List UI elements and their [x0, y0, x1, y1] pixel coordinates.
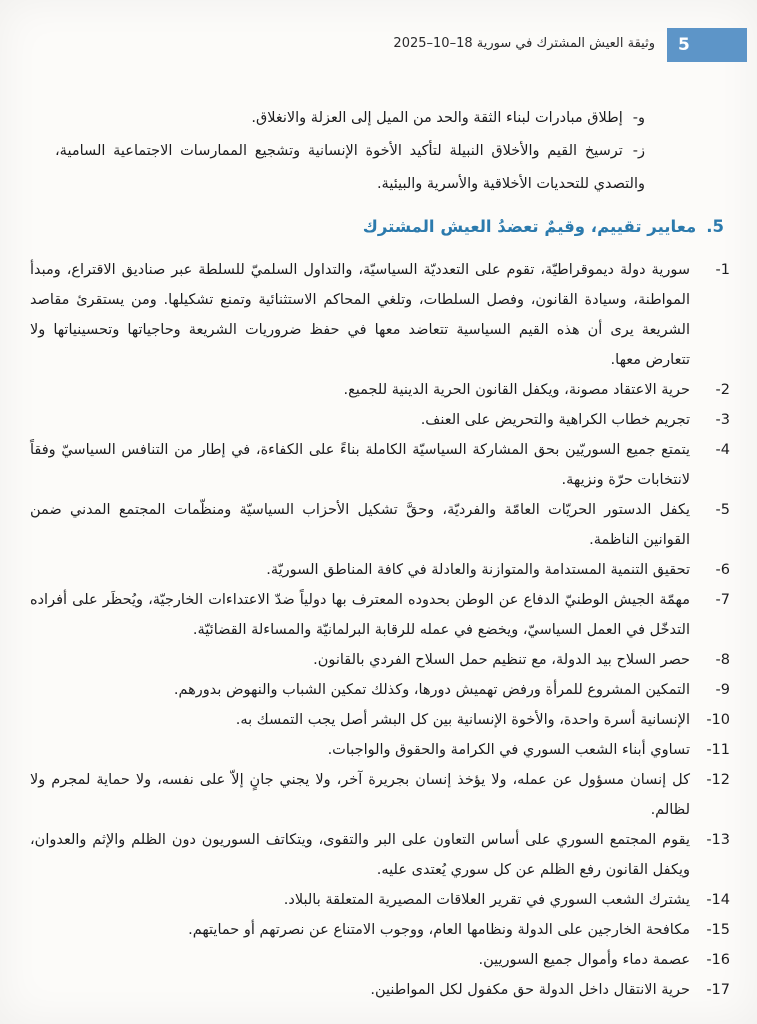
- numbered-item: [30, 675, 730, 705]
- item-marker: 1-: [715, 262, 730, 278]
- item-marker: 11-: [706, 742, 730, 758]
- item-marker: 14-: [706, 892, 730, 908]
- numbered-item: [30, 825, 730, 885]
- letter-item-zay: [55, 135, 645, 201]
- item-text: يتمتع جميع السوريّين بحق المشاركة السياسيّة الكاملة بناءً على الكفاءة، في إطار من التنافس السياسيّ وفقاً لانتخابات حرّة ونزيهة.: [30, 442, 690, 488]
- item-marker: 2-: [715, 382, 730, 398]
- item-text: حرية الاعتقاد مصونة، ويكفل القانون الحرية الدينية للجميع.: [343, 382, 690, 398]
- item-text: تساوي أبناء الشعب السوري في الكرامة والحقوق والواجبات.: [327, 742, 690, 758]
- item-text: تجريم خطاب الكراهية والتحريض على العنف.: [420, 412, 690, 428]
- item-marker: 12-: [706, 772, 730, 788]
- item-text: مهمّة الجيش الوطنيّ الدفاع عن الوطن بحدوده المعترف بها دولياً ضدّ الاعتداءات الخارجيّة، ويُحظَر على أفراده التدخّل في العمل السياسيّ، ويخضع في عمله للرقابة البرلمانيّة والمساءلة القضائيّة.: [30, 592, 690, 638]
- item-marker: 9-: [715, 682, 730, 698]
- numbered-item: [30, 405, 730, 435]
- item-marker: 3-: [715, 412, 730, 428]
- item-text: عصمة دماء وأموال جميع السوريين.: [478, 952, 690, 968]
- item-text: ترسيخ القيم والأخلاق النبيلة لتأكيد الأخوة الإنسانية وتشجيع الممارسات الاجتماعية السامية، والتصدي للتحديات الأخلاقية والأسرية والبيئية.: [55, 143, 645, 192]
- numbered-item: [30, 975, 730, 1005]
- item-marker: 7-: [715, 592, 730, 608]
- section-title: معايير تقييم، وقيمٌ تعضدُ العيش المشترك: [362, 217, 697, 236]
- item-marker: و-: [632, 110, 645, 126]
- item-text: إطلاق مبادرات لبناء الثقة والحد من الميل إلى العزلة والانغلاق.: [251, 110, 623, 126]
- numbered-item: [30, 945, 730, 975]
- letter-item-waw: [55, 102, 645, 135]
- item-marker: 10-: [706, 712, 730, 728]
- numbered-item: [30, 765, 730, 825]
- item-marker: 4-: [715, 442, 730, 458]
- item-marker: 15-: [706, 922, 730, 938]
- numbered-item: [30, 555, 730, 585]
- item-marker: 16-: [706, 952, 730, 968]
- numbered-item: [30, 915, 730, 945]
- item-marker: 5-: [715, 502, 730, 518]
- item-marker: 6-: [715, 562, 730, 578]
- item-text: التمكين المشروع للمرأة ورفض تهميش دورها، وكذلك تمكين الشباب والنهوض بدورهم.: [173, 682, 690, 698]
- numbered-item: [30, 735, 730, 765]
- numbered-item: [30, 645, 730, 675]
- numbered-item: [30, 885, 730, 915]
- item-text: حرية الانتقال داخل الدولة حق مكفول لكل المواطنين.: [370, 982, 690, 998]
- item-text: مكافحة الخارجين على الدولة ونظامها العام، ووجوب الامتناع عن نصرتهم أو حمايتهم.: [188, 922, 690, 938]
- item-text: تحقيق التنمية المستدامة والمتوازنة والعادلة في كافة المناطق السوريّة.: [266, 562, 690, 578]
- item-text: يكفل الدستور الحريّات العامّة والفرديّة، وحقَّ تشكيل الأحزاب السياسيّة ومنظّمات المجتمع المدني ضمن القوانين الناظمة.: [30, 502, 690, 548]
- section-heading: [30, 214, 724, 240]
- numbered-item: [30, 705, 730, 735]
- document-body: [30, 102, 730, 1005]
- item-marker: 13-: [706, 832, 730, 848]
- numbered-item: [30, 495, 730, 555]
- numbered-item: [30, 375, 730, 405]
- section-number: 5.: [706, 217, 724, 236]
- item-text: الإنسانية أسرة واحدة، والأخوة الإنسانية بين كل البشر أصل يجب التمسك به.: [235, 712, 690, 728]
- page-number: 5: [678, 35, 690, 55]
- item-marker: 8-: [715, 652, 730, 668]
- item-text: حصر السلاح بيد الدولة، مع تنظيم حمل السلاح الفردي بالقانون.: [313, 652, 690, 668]
- item-marker: 17-: [706, 982, 730, 998]
- numbered-item: [30, 435, 730, 495]
- item-text: سورية دولة ديموقراطيّة، تقوم على التعدديّة السياسيّة، والتداول السلميّ للسلطة عبر صناديق الاقتراع، ومبدأ المواطنة، وسيادة القانون، وفصل السلطات، وتلغي المحاكم الاستثنائية وتمنع تشكيلها. ومن يستقرئ مقاصد الشريعة يرى أن هذه القيم السياسية تتعاضد معها في حفظ ضروريات الشريعة وحاجياتها وتحسينياتها ولا تتعارض معها.: [30, 262, 690, 368]
- header-document-title: وثيقة العيش المشترك في سورية 18–10–2025: [393, 36, 655, 51]
- item-text: يقوم المجتمع السوري على أساس التعاون على البر والتقوى، ويتكاتف السوريون دون الظلم والإثم والعدوان، ويكفل القانون رفع الظلم عن كل سوري يُعتدى عليه.: [30, 832, 690, 878]
- page-number-badge: [667, 28, 747, 62]
- numbered-item: [30, 255, 730, 375]
- item-marker: ز-: [632, 143, 645, 159]
- item-text: كل إنسان مسؤول عن عمله، ولا يؤخذ إنسان بجريرة آخر، ولا يجني جانٍ إلاّ على نفسه، ولا حماية لمجرم ولا لظالم.: [30, 772, 690, 818]
- item-text: يشترك الشعب السوري في تقرير العلاقات المصيرية المتعلقة بالبلاد.: [283, 892, 690, 908]
- numbered-item: [30, 585, 730, 645]
